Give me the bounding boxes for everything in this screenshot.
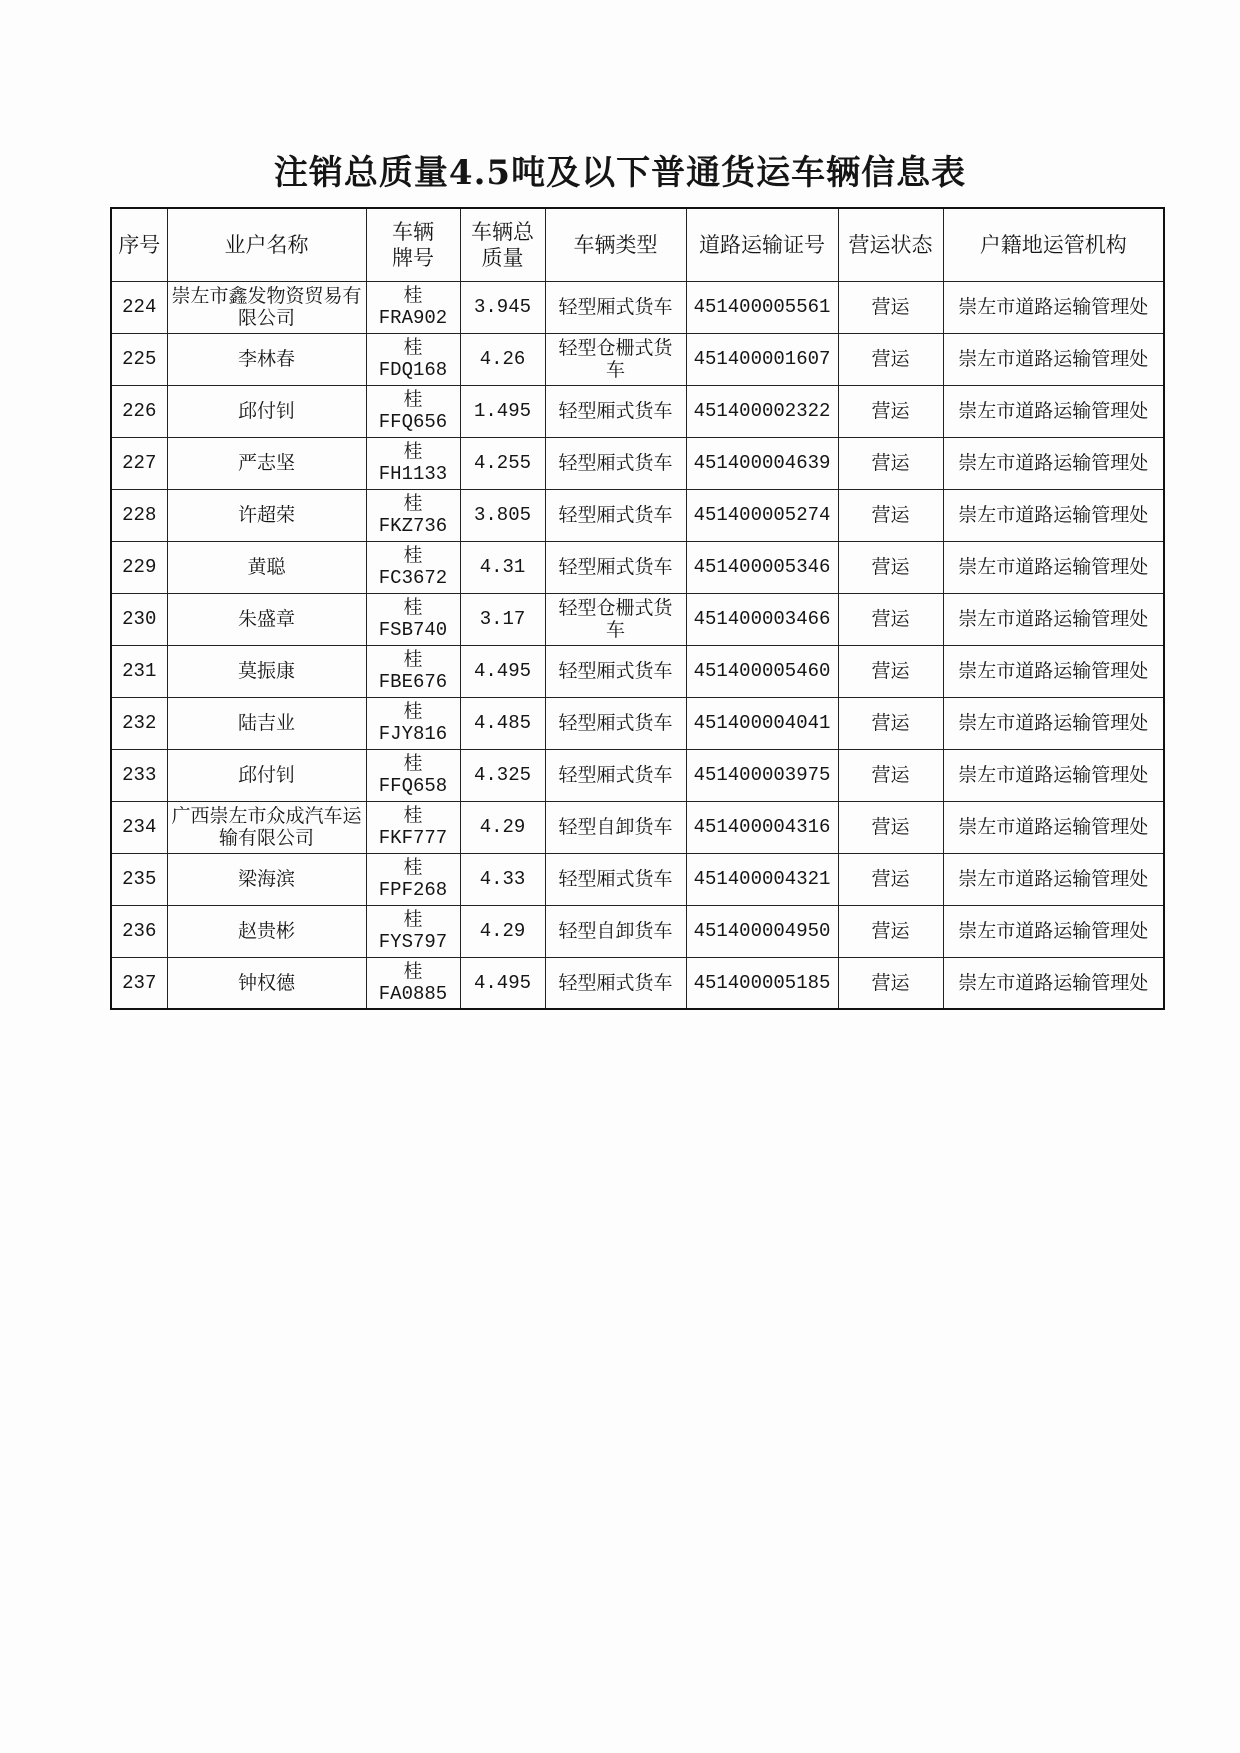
cell-owner: 邱付钊 bbox=[167, 749, 366, 801]
cell-mass: 4.325 bbox=[460, 749, 545, 801]
header-owner bbox=[167, 208, 366, 281]
cell-permit: 451400004639 bbox=[686, 437, 838, 489]
cell-seq: 224 bbox=[111, 281, 167, 333]
cell-status: 营运 bbox=[838, 957, 943, 1009]
cell-status: 营运 bbox=[838, 437, 943, 489]
header-owner-label: 业户名称 bbox=[224, 232, 309, 257]
cell-seq: 234 bbox=[111, 801, 167, 853]
cell-status: 营运 bbox=[838, 593, 943, 645]
header-permit bbox=[686, 208, 838, 281]
cell-type: 轻型仓栅式货车 bbox=[545, 333, 686, 385]
cell-plate: 桂FRA902 bbox=[366, 281, 460, 333]
table-row bbox=[111, 697, 1164, 749]
page-title: 注销总质量4.5吨及以下普通货运车辆信息表 bbox=[273, 153, 967, 193]
cell-seq: 226 bbox=[111, 385, 167, 437]
cell-mass: 4.31 bbox=[460, 541, 545, 593]
cell-mass: 4.485 bbox=[460, 697, 545, 749]
cell-mass: 3.17 bbox=[460, 593, 545, 645]
cell-authority: 崇左市道路运输管理处 bbox=[943, 437, 1164, 489]
cell-seq: 232 bbox=[111, 697, 167, 749]
cell-owner: 朱盛章 bbox=[167, 593, 366, 645]
table-row bbox=[111, 593, 1164, 645]
header-plate-label: 车辆牌号 bbox=[392, 219, 434, 270]
cell-plate: 桂FH1133 bbox=[366, 437, 460, 489]
header-mass bbox=[460, 208, 545, 281]
cell-plate: 桂FYS797 bbox=[366, 905, 460, 957]
cell-mass: 4.29 bbox=[460, 905, 545, 957]
table-row bbox=[111, 385, 1164, 437]
cell-plate: 桂FJY816 bbox=[366, 697, 460, 749]
cell-type: 轻型厢式货车 bbox=[545, 281, 686, 333]
cell-status: 营运 bbox=[838, 645, 943, 697]
cell-type: 轻型厢式货车 bbox=[545, 437, 686, 489]
cell-authority: 崇左市道路运输管理处 bbox=[943, 801, 1164, 853]
cell-status: 营运 bbox=[838, 541, 943, 593]
cell-authority: 崇左市道路运输管理处 bbox=[943, 541, 1164, 593]
cell-authority: 崇左市道路运输管理处 bbox=[943, 853, 1164, 905]
cell-owner: 许超荣 bbox=[167, 489, 366, 541]
table-header-row bbox=[111, 208, 1164, 281]
cell-type: 轻型厢式货车 bbox=[545, 489, 686, 541]
cell-type: 轻型厢式货车 bbox=[545, 645, 686, 697]
cell-status: 营运 bbox=[838, 385, 943, 437]
cell-owner: 广西崇左市众成汽车运输有限公司 bbox=[167, 801, 366, 853]
cell-mass: 4.26 bbox=[460, 333, 545, 385]
header-plate bbox=[366, 208, 460, 281]
table-row bbox=[111, 853, 1164, 905]
cell-mass: 4.33 bbox=[460, 853, 545, 905]
table-row bbox=[111, 541, 1164, 593]
table-row bbox=[111, 437, 1164, 489]
cell-permit: 451400004041 bbox=[686, 697, 838, 749]
cell-permit: 451400003975 bbox=[686, 749, 838, 801]
cell-type: 轻型厢式货车 bbox=[545, 749, 686, 801]
header-status-label: 营运状态 bbox=[848, 232, 933, 257]
cell-plate: 桂FPF268 bbox=[366, 853, 460, 905]
header-authority-label: 户籍地运管机构 bbox=[979, 232, 1127, 257]
cell-type: 轻型厢式货车 bbox=[545, 541, 686, 593]
table-row bbox=[111, 905, 1164, 957]
table-row bbox=[111, 749, 1164, 801]
cell-plate: 桂FSB740 bbox=[366, 593, 460, 645]
header-seq-label: 序号 bbox=[118, 232, 161, 257]
cell-type: 轻型厢式货车 bbox=[545, 957, 686, 1009]
cell-permit: 451400005460 bbox=[686, 645, 838, 697]
table-row bbox=[111, 957, 1164, 1009]
cell-plate: 桂FKZ736 bbox=[366, 489, 460, 541]
header-type-label: 车辆类型 bbox=[573, 232, 658, 257]
table-row bbox=[111, 645, 1164, 697]
cell-seq: 227 bbox=[111, 437, 167, 489]
cell-seq: 230 bbox=[111, 593, 167, 645]
cell-plate: 桂FA0885 bbox=[366, 957, 460, 1009]
cell-plate: 桂FFQ658 bbox=[366, 749, 460, 801]
cell-plate: 桂FKF777 bbox=[366, 801, 460, 853]
cell-permit: 451400002322 bbox=[686, 385, 838, 437]
cell-seq: 229 bbox=[111, 541, 167, 593]
header-status bbox=[838, 208, 943, 281]
cell-authority: 崇左市道路运输管理处 bbox=[943, 489, 1164, 541]
cell-mass: 4.495 bbox=[460, 957, 545, 1009]
vehicle-info-table bbox=[110, 207, 1165, 1010]
header-authority bbox=[943, 208, 1164, 281]
cell-type: 轻型自卸货车 bbox=[545, 801, 686, 853]
header-seq bbox=[111, 208, 167, 281]
cell-status: 营运 bbox=[838, 801, 943, 853]
cell-authority: 崇左市道路运输管理处 bbox=[943, 957, 1164, 1009]
cell-status: 营运 bbox=[838, 853, 943, 905]
header-permit-label: 道路运输证号 bbox=[699, 232, 825, 257]
cell-permit: 451400004321 bbox=[686, 853, 838, 905]
cell-owner: 严志坚 bbox=[167, 437, 366, 489]
header-type bbox=[545, 208, 686, 281]
cell-seq: 237 bbox=[111, 957, 167, 1009]
cell-seq: 235 bbox=[111, 853, 167, 905]
cell-authority: 崇左市道路运输管理处 bbox=[943, 645, 1164, 697]
cell-status: 营运 bbox=[838, 697, 943, 749]
cell-status: 营运 bbox=[838, 749, 943, 801]
cell-status: 营运 bbox=[838, 905, 943, 957]
cell-status: 营运 bbox=[838, 281, 943, 333]
cell-owner: 梁海滨 bbox=[167, 853, 366, 905]
cell-authority: 崇左市道路运输管理处 bbox=[943, 905, 1164, 957]
cell-type: 轻型仓栅式货车 bbox=[545, 593, 686, 645]
cell-owner: 莫振康 bbox=[167, 645, 366, 697]
cell-permit: 451400005346 bbox=[686, 541, 838, 593]
cell-status: 营运 bbox=[838, 489, 943, 541]
cell-owner: 李林春 bbox=[167, 333, 366, 385]
cell-authority: 崇左市道路运输管理处 bbox=[943, 593, 1164, 645]
cell-owner: 赵贵彬 bbox=[167, 905, 366, 957]
cell-plate: 桂FDQ168 bbox=[366, 333, 460, 385]
cell-authority: 崇左市道路运输管理处 bbox=[943, 281, 1164, 333]
cell-mass: 1.495 bbox=[460, 385, 545, 437]
cell-owner: 钟权德 bbox=[167, 957, 366, 1009]
table-row bbox=[111, 281, 1164, 333]
cell-owner: 陆吉业 bbox=[167, 697, 366, 749]
cell-plate: 桂FC3672 bbox=[366, 541, 460, 593]
cell-permit: 451400001607 bbox=[686, 333, 838, 385]
cell-owner: 黄聪 bbox=[167, 541, 366, 593]
cell-status: 营运 bbox=[838, 333, 943, 385]
cell-seq: 236 bbox=[111, 905, 167, 957]
cell-permit: 451400004316 bbox=[686, 801, 838, 853]
cell-authority: 崇左市道路运输管理处 bbox=[943, 697, 1164, 749]
cell-plate: 桂FBE676 bbox=[366, 645, 460, 697]
cell-permit: 451400005274 bbox=[686, 489, 838, 541]
cell-authority: 崇左市道路运输管理处 bbox=[943, 749, 1164, 801]
cell-seq: 231 bbox=[111, 645, 167, 697]
cell-authority: 崇左市道路运输管理处 bbox=[943, 385, 1164, 437]
cell-permit: 451400003466 bbox=[686, 593, 838, 645]
table-row bbox=[111, 801, 1164, 853]
cell-mass: 4.29 bbox=[460, 801, 545, 853]
cell-seq: 225 bbox=[111, 333, 167, 385]
cell-type: 轻型厢式货车 bbox=[545, 385, 686, 437]
cell-type: 轻型自卸货车 bbox=[545, 905, 686, 957]
header-mass-label: 车辆总质量 bbox=[471, 219, 534, 270]
cell-seq: 233 bbox=[111, 749, 167, 801]
cell-mass: 4.255 bbox=[460, 437, 545, 489]
cell-type: 轻型厢式货车 bbox=[545, 697, 686, 749]
cell-mass: 3.805 bbox=[460, 489, 545, 541]
table-row bbox=[111, 489, 1164, 541]
cell-permit: 451400005561 bbox=[686, 281, 838, 333]
cell-seq: 228 bbox=[111, 489, 167, 541]
cell-plate: 桂FFQ656 bbox=[366, 385, 460, 437]
cell-permit: 451400005185 bbox=[686, 957, 838, 1009]
cell-mass: 3.945 bbox=[460, 281, 545, 333]
cell-type: 轻型厢式货车 bbox=[545, 853, 686, 905]
cell-owner: 崇左市鑫发物资贸易有限公司 bbox=[167, 281, 366, 333]
table-row bbox=[111, 333, 1164, 385]
cell-mass: 4.495 bbox=[460, 645, 545, 697]
cell-permit: 451400004950 bbox=[686, 905, 838, 957]
cell-authority: 崇左市道路运输管理处 bbox=[943, 333, 1164, 385]
cell-owner: 邱付钊 bbox=[167, 385, 366, 437]
